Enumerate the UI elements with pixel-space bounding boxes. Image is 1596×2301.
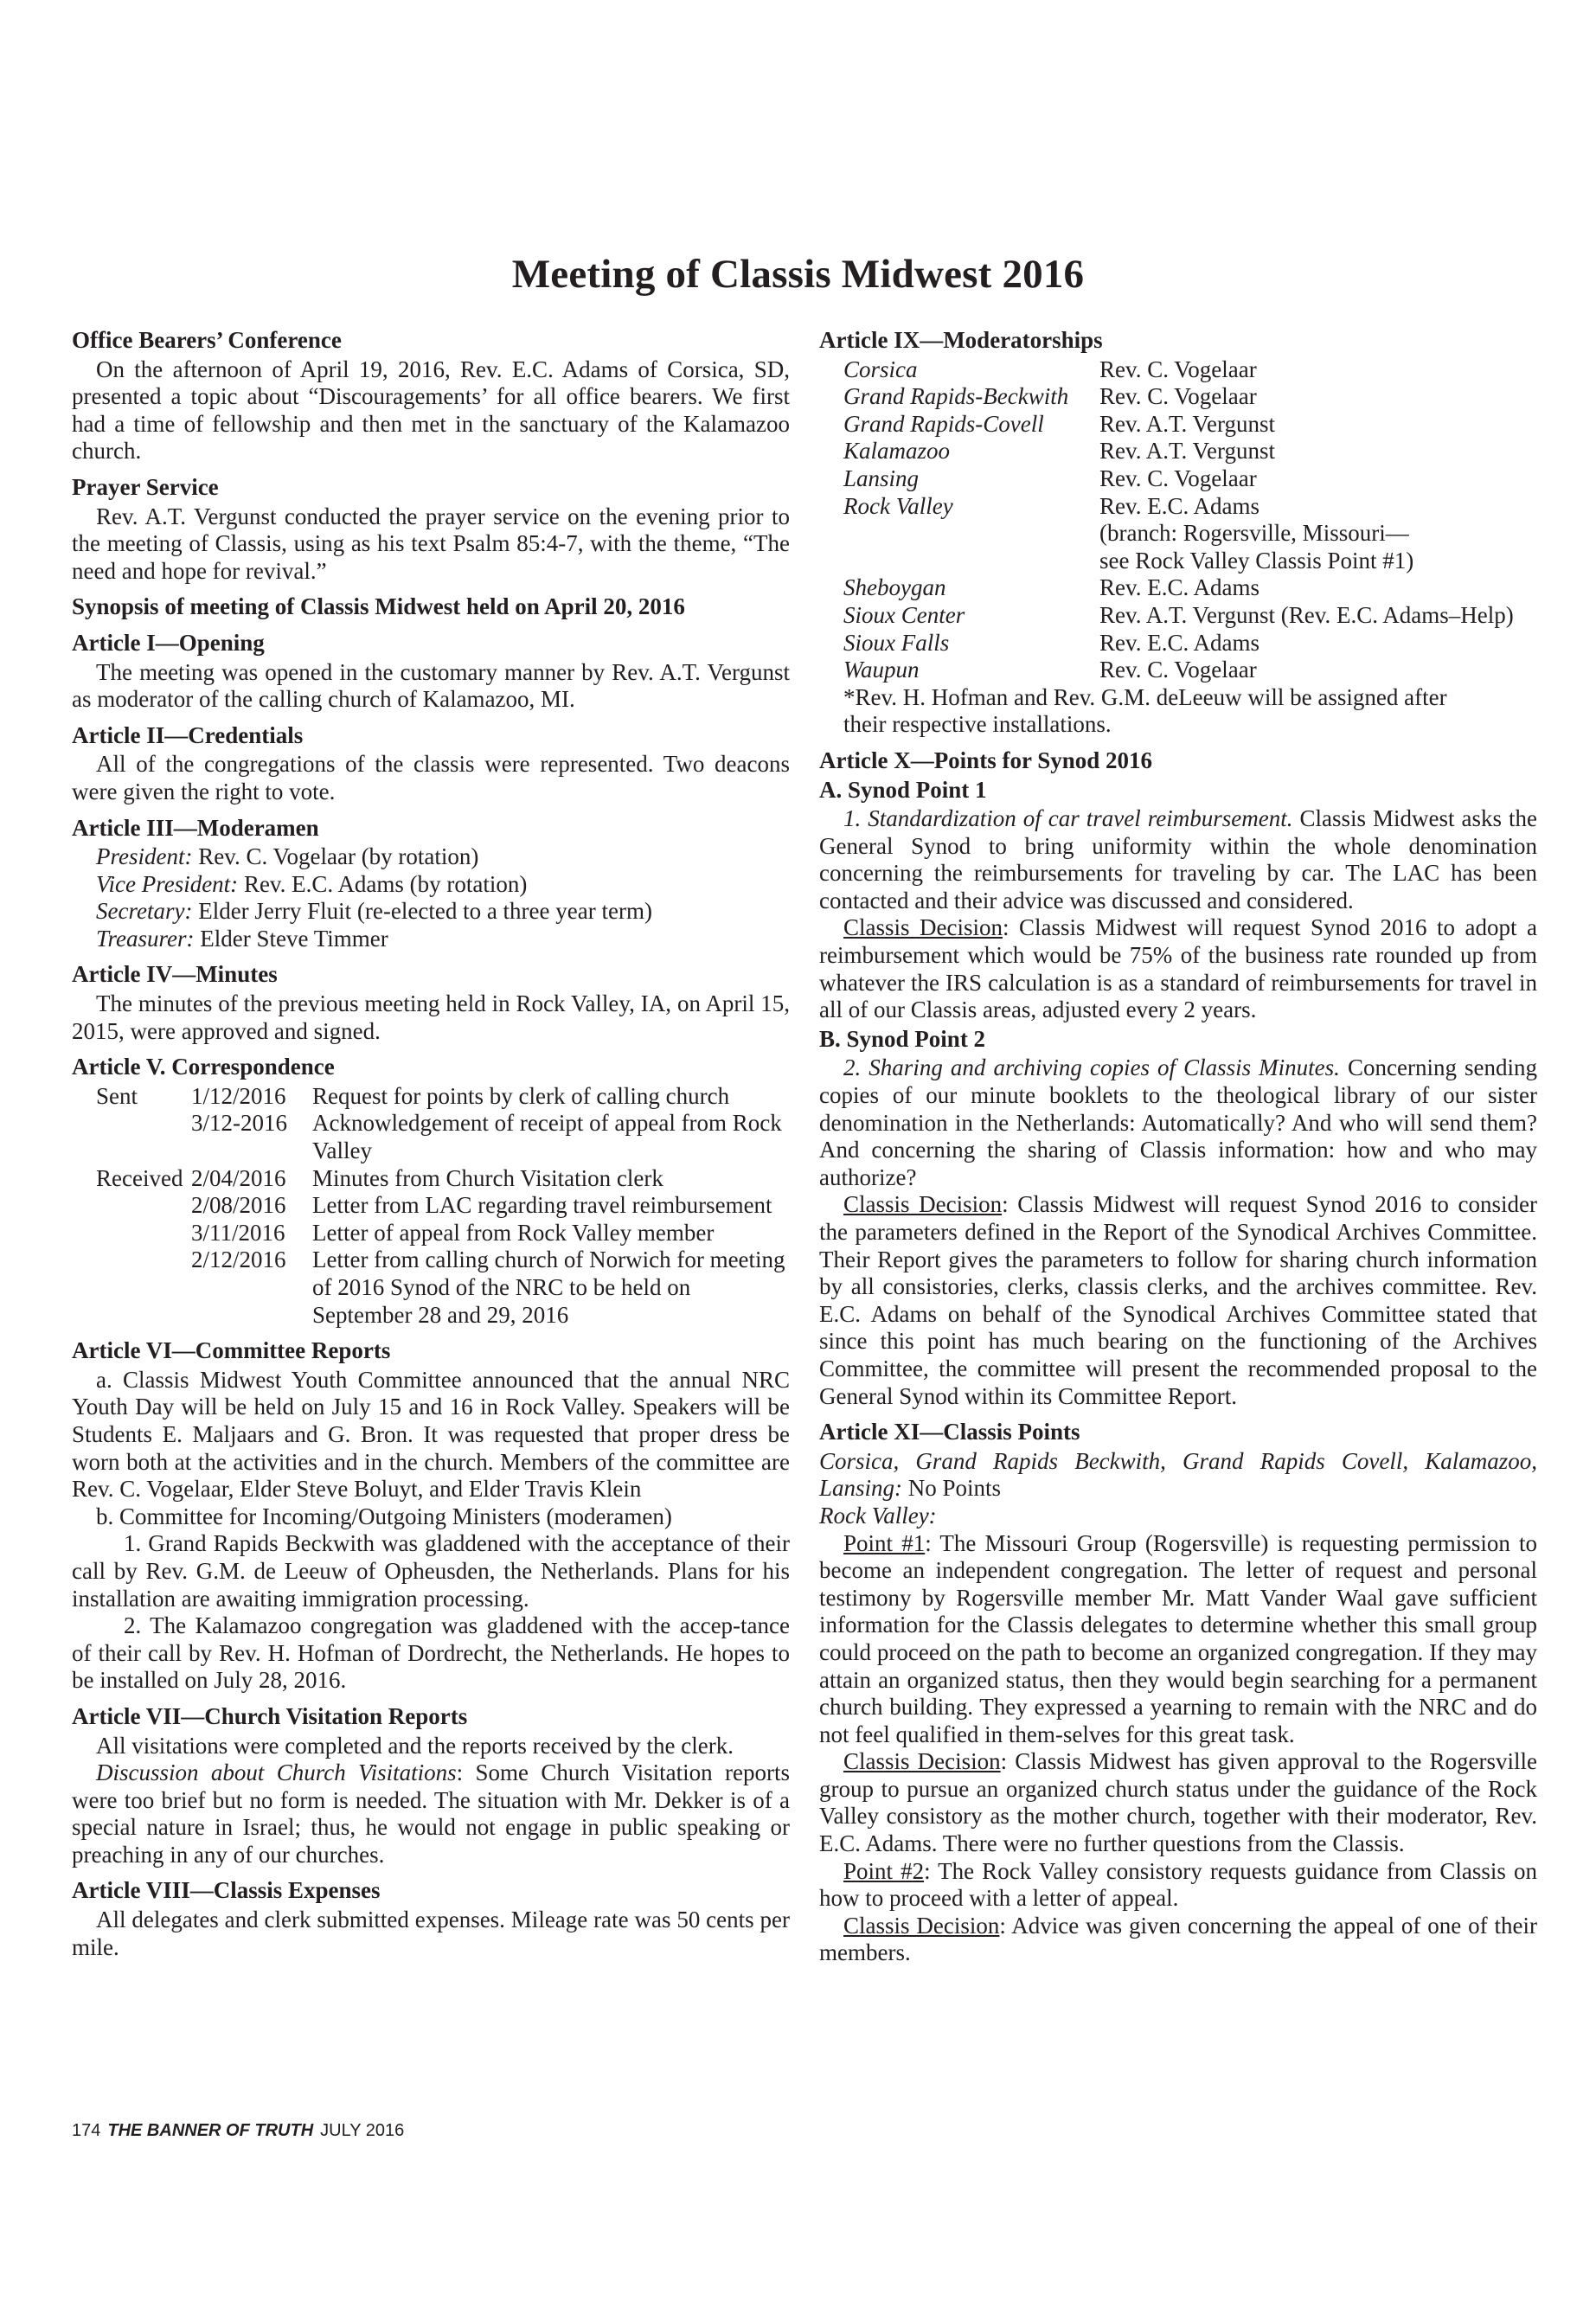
section-heading: Article VI—Committee Reports <box>72 1337 391 1364</box>
corr-type: Received <box>96 1164 183 1191</box>
moderamen-value: Rev. E.C. Adams (by rotation) <box>238 870 528 897</box>
corr-date: 2/08/2016 <box>191 1192 286 1219</box>
moderatorships-table <box>843 356 1514 684</box>
corr-type <box>96 1192 191 1220</box>
publication-name: THE BANNER OF TRUTH <box>107 2121 314 2140</box>
table-row <box>843 630 1514 657</box>
section-heading: Office Bearers’ Conference <box>72 327 342 353</box>
paragraph: All of the congregations of the classis were represented. Two deacons were given the right to vote. <box>72 751 790 804</box>
paragraph <box>819 1748 1537 1857</box>
inline-label: Corsica, Grand Rapids Beckwith, Grand Rapids Covell, Kalamazoo, Lansing: <box>819 1447 1537 1502</box>
section-heading: Article III—Moderamen <box>72 814 319 841</box>
corr-desc: Acknowledgement of receipt of appeal from Rock Valley <box>312 1110 782 1164</box>
table-row <box>96 1083 790 1111</box>
section-heading: Article X—Points for Synod 2016 <box>819 747 1152 773</box>
inline-text: No Points <box>902 1475 1002 1502</box>
paragraph <box>819 1913 1537 1967</box>
table-row <box>843 465 1514 493</box>
table-row <box>96 1165 790 1193</box>
inline-text: : The Rock Valley consistory requests guidance from Classis on how to proceed with a letter of appeal. <box>819 1857 1537 1912</box>
correspondence-table <box>96 1083 790 1329</box>
church-name: Sheboygan <box>843 574 946 601</box>
table-row <box>843 574 1514 602</box>
table-row <box>843 548 1514 575</box>
corr-date: 2/04/2016 <box>191 1164 286 1191</box>
corr-type <box>96 1220 191 1247</box>
table-row <box>843 602 1514 630</box>
point-label: Point #2 <box>843 1857 925 1884</box>
moderamen-value: Elder Steve Timmer <box>194 925 388 952</box>
church-name <box>843 548 1099 575</box>
moderamen-role: Secretary: <box>96 898 193 925</box>
inline-text: Classis Midwest asks the General Synod to bring uniformity within the whole denomination concerning the reimbursements for traveling by car. The LAC has been contacted and their advice was discussed and considered. <box>819 805 1537 913</box>
paragraph: All delegates and clerk submitted expenses. Mileage rate was 50 cents per mile. <box>72 1907 790 1960</box>
paragraph: 1. Grand Rapids Beckwith was gladdened with the acceptance of their call by Rev. G.M. de Leeuw of Opheusden, the Netherlands. Plans for his installation are awaiting immigration processing. <box>72 1530 790 1612</box>
paragraph: All visitations were completed and the reports received by the clerk. <box>96 1732 734 1759</box>
corr-type <box>96 1110 191 1164</box>
church-name <box>843 520 1099 548</box>
table-row <box>843 411 1514 439</box>
church-name: Waupun <box>843 657 920 683</box>
moderator: see Rock Valley Classis Point #1) <box>1099 547 1414 574</box>
church-name: Kalamazoo <box>843 438 951 465</box>
page-title: Meeting of Classis Midwest 2016 <box>511 252 1085 297</box>
left-column <box>72 327 790 1961</box>
moderamen-list <box>72 843 790 952</box>
paragraph <box>819 1530 1537 1749</box>
section-heading: Article V. Correspondence <box>72 1054 335 1080</box>
moderator: Rev. C. Vogelaar <box>1099 356 1257 382</box>
table-row <box>96 1220 790 1247</box>
corr-date: 3/11/2016 <box>191 1219 285 1246</box>
corr-desc: Minutes from Church Visitation clerk <box>312 1164 663 1191</box>
corr-desc: Letter of appeal from Rock Valley member <box>312 1219 715 1246</box>
moderator: Rev. C. Vogelaar <box>1099 657 1257 683</box>
decision-label: Classis Decision <box>843 1912 1000 1939</box>
paragraph <box>72 1759 790 1868</box>
footnote: *Rev. H. Hofman and Rev. G.M. deLeeuw will be assigned after <box>843 683 1447 710</box>
moderamen-item <box>96 843 790 871</box>
decision-label: Classis Decision <box>843 1748 1001 1775</box>
church-name: Grand Rapids-Covell <box>843 410 1044 437</box>
paragraph: 2. The Kalamazoo congregation was gladdened with the accep-tance of their call by Rev. H. Hofman of Dordrecht, the Netherlands. He hopes to be installed on July 28, 2016. <box>72 1612 790 1694</box>
corr-type <box>96 1247 191 1329</box>
moderator: Rev. E.C. Adams <box>1099 492 1259 519</box>
church-name: Grand Rapids-Beckwith <box>843 383 1069 410</box>
church-name: Rock Valley <box>843 492 953 519</box>
paragraph <box>819 1858 1537 1913</box>
moderator: Rev. C. Vogelaar <box>1099 383 1257 410</box>
paragraph <box>819 1054 1537 1191</box>
paragraph <box>819 914 1537 1023</box>
moderamen-role: Treasurer: <box>96 925 195 952</box>
paragraph <box>819 1448 1537 1503</box>
moderamen-item <box>96 926 790 953</box>
section-heading: Article IX—Moderatorships <box>819 327 1103 353</box>
moderator: Rev. A.T. Vergunst <box>1099 438 1276 465</box>
decision-label: Classis Decision <box>843 914 1003 941</box>
corr-desc: Letter from LAC regarding travel reimbursement <box>312 1192 772 1219</box>
inline-text: : Classis Midwest has given approval to the Rogersville group to pursue an organized church status under the guidance of the Rock Valley consistory as the mother church, together with their moderator, Rev. E.C. Adams. There were no further questions from the Classis. <box>819 1748 1537 1857</box>
inline-text: : Classis Midwest will request Synod 2016 to adopt a reimbursement which would be 75% of the business rate rounded up from whatever the IRS calculation is as a standard of reimbursements for travel in all of our Classis areas, adjusted every 2 years. <box>819 914 1537 1023</box>
section-heading: Synopsis of meeting of Classis Midwest held on April 20, 2016 <box>72 593 685 620</box>
footnote-continued: their respective installations. <box>843 711 1112 738</box>
section-heading: A. Synod Point 1 <box>819 776 987 803</box>
moderamen-role: Vice President: <box>96 870 239 897</box>
inline-text: : Advice was given concerning the appeal of one of their members. <box>819 1912 1537 1966</box>
moderamen-role: President: <box>96 843 193 870</box>
paragraph: b. Committee for Incoming/Outgoing Ministers (moderamen) <box>96 1503 672 1529</box>
section-heading: Article II—Credentials <box>72 721 304 748</box>
table-row <box>843 657 1514 684</box>
issue-date: JULY 2016 <box>320 2121 405 2140</box>
moderator: (branch: Rogersville, Missouri— <box>1099 520 1409 547</box>
section-heading: Article IV—Minutes <box>72 961 278 988</box>
inline-text: : Classis Midwest will request Synod 2016 to consider the parameters defined in the Report of the Synodical Archives Committee. Their Report gives the parameters to follow for sharing church information by all consistories, clerks, classis clerks, and the archives committee. Rev. E.C. Adams on behalf of the Synodical Archives Committee stated that since this point has much bearing on the functioning of the Archives Committee, the committee will present the recommended proposal to the General Synod within its Committee Report. <box>819 1191 1537 1409</box>
table-row <box>843 356 1514 384</box>
section-heading: Prayer Service <box>72 473 219 500</box>
corr-type: Sent <box>96 1082 138 1109</box>
corr-date: 2/12/2016 <box>191 1247 286 1273</box>
section-heading: Article VII—Church Visitation Reports <box>72 1702 468 1729</box>
moderator: Rev. E.C. Adams <box>1099 574 1259 601</box>
moderamen-item <box>96 871 790 899</box>
paragraph: Rev. A.T. Vergunst conducted the prayer service on the evening prior to the meeting of Classis, using as his text Psalm 85:4-7, with the theme, “The need and hope for revival.” <box>72 503 790 584</box>
moderator: Rev. C. Vogelaar <box>1099 465 1257 491</box>
moderator: Rev. A.T. Vergunst (Rev. E.C. Adams–Help) <box>1099 601 1514 628</box>
moderamen-item <box>96 898 790 926</box>
paragraph <box>819 805 1537 914</box>
inline-label: 2. Sharing and archiving copies of Classis Minutes. <box>843 1054 1340 1081</box>
paragraph: The minutes of the previous meeting held in Rock Valley, IA, on April 15, 2015, were approved and signed. <box>72 990 790 1044</box>
page-number: 174 <box>72 2121 101 2140</box>
moderator: Rev. E.C. Adams <box>1099 629 1259 656</box>
church-name: Corsica <box>843 356 918 382</box>
paragraph <box>819 1191 1537 1410</box>
paragraph: The meeting was opened in the customary manner by Rev. A.T. Vergunst as moderator of the calling church of Kalamazoo, MI. <box>72 658 790 713</box>
church-name: Sioux Falls <box>843 629 950 656</box>
corr-desc: Letter from calling church of Norwich for meeting of 2016 Synod of the NRC to be held on September 28 and 29, 2016 <box>312 1247 785 1328</box>
table-row <box>843 520 1514 548</box>
moderamen-value: Elder Jerry Fluit (re-elected to a three year term) <box>192 898 652 925</box>
right-column <box>819 327 1537 1967</box>
paragraph: a. Classis Midwest Youth Committee announced that the annual NRC Youth Day will be held on July 15 and 16 in Rock Valley. Speakers will be Students E. Maljaars and G. Bron. It was requested that proper dress be worn both at the activities and in the church. Members of the committee are Rev. C. Vogelaar, Elder Steve Boluyt, and Elder Travis Klein <box>72 1366 790 1503</box>
inline-text: : Some Church Visitation reports were too brief but no form is needed. The situation with Mr. Dekker is of a special nature in Israel; thus, he would not engage in public speaking or preaching in any of our churches. <box>72 1759 790 1868</box>
point-label: Point #1 <box>843 1529 926 1556</box>
section-heading: Article I—Opening <box>72 629 265 656</box>
section-heading: Article XI—Classis Points <box>819 1419 1080 1445</box>
corr-date: 3/12-2016 <box>191 1110 287 1137</box>
inline-text: : The Missouri Group (Rogersville) is requesting permission to become an independent congregation. The letter of request and personal testimony by Rogersville member Mr. Matt Vander Waal gave sufficient information for the Classis delegates to determine whether this small group could proceed on the path to become an organized congregation. If they may attain an organized status, then they would begin searching for a permanent church building. They expressed a yearning to remain with the NRC and do not feel qualified in them-selves for this great task. <box>819 1529 1537 1747</box>
paragraph: On the afternoon of April 19, 2016, Rev. E.C. Adams of Corsica, SD, presented a topic about “Discouragements’ for all office bearers. We first had a time of fellowship and then met in the sanctuary of the Kalamazoo church. <box>72 356 790 465</box>
section-heading: B. Synod Point 2 <box>819 1025 986 1052</box>
paragraph: Rock Valley: <box>819 1502 937 1529</box>
section-heading: Article VIII—Classis Expenses <box>72 1877 381 1904</box>
church-name: Sioux Center <box>843 601 965 628</box>
moderator: Rev. A.T. Vergunst <box>1099 410 1276 437</box>
inline-label: 1. Standardization of car travel reimbursement. <box>843 805 1293 832</box>
table-row <box>96 1192 790 1220</box>
table-row <box>843 438 1514 465</box>
church-name: Lansing <box>843 465 920 491</box>
table-row <box>96 1247 790 1329</box>
page-footer <box>72 2121 404 2141</box>
moderamen-value: Rev. C. Vogelaar (by rotation) <box>192 843 479 870</box>
corr-date: 1/12/2016 <box>191 1082 286 1109</box>
inline-text: Concerning sending copies of our minute booklets to the theological library of our sister denomination in the Netherlands: Automatically? And who will send them? And concerning the sharing of Classis information: how and who may authorize? <box>819 1054 1538 1190</box>
table-row <box>843 383 1514 411</box>
corr-desc: Request for points by clerk of calling church <box>312 1082 730 1109</box>
decision-label: Classis Decision <box>843 1191 1003 1218</box>
table-row <box>843 493 1514 521</box>
table-row <box>96 1110 790 1164</box>
inline-label: Discussion about Church Visitations <box>96 1759 457 1786</box>
